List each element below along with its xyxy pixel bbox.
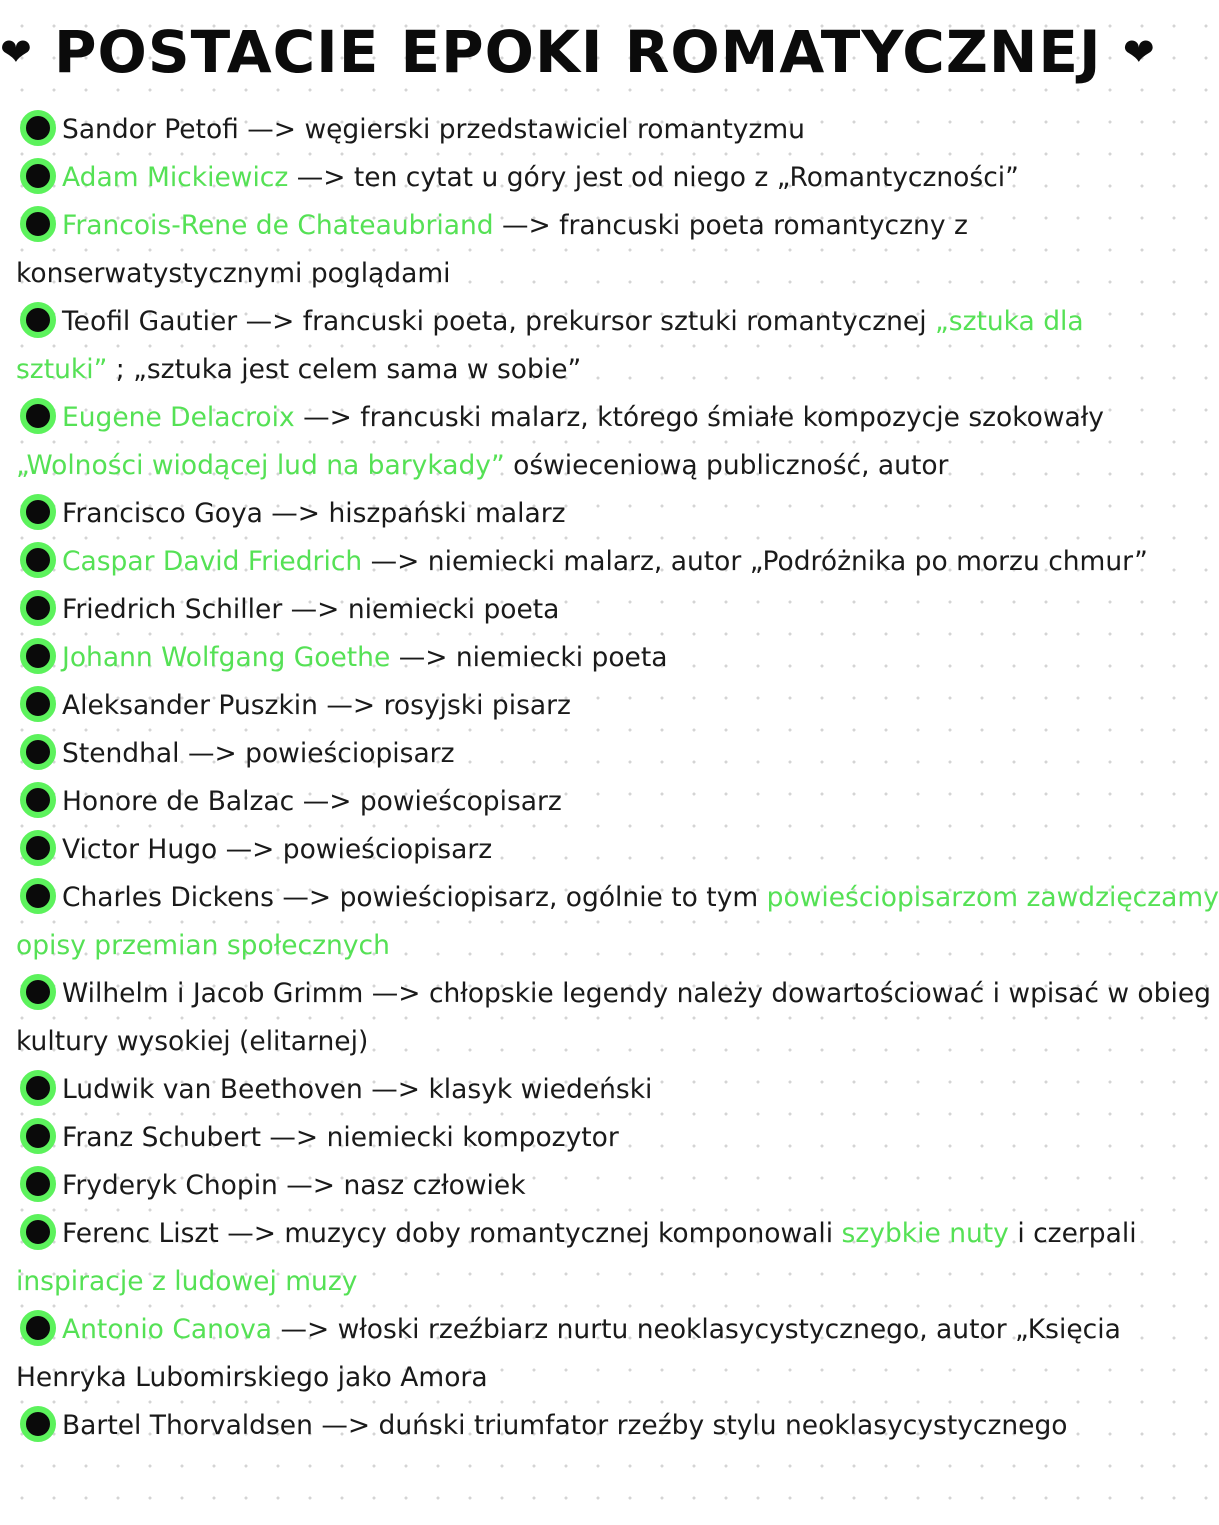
heart-icon-right: ❤ xyxy=(1122,29,1156,74)
person-name: Francisco Goya xyxy=(62,498,263,529)
arrow-icon: —> xyxy=(280,1314,330,1345)
highlighted-text: opisy przemian społecznych xyxy=(16,930,390,961)
person-name: Adam Mickiewicz xyxy=(62,162,289,193)
arrow-icon: —> xyxy=(302,786,352,817)
arrow-icon: —> xyxy=(296,162,346,193)
description-text: oświeceniową publiczność, autor xyxy=(513,450,949,481)
list-item xyxy=(16,1162,1066,1210)
person-name: Ludwik van Beethoven xyxy=(62,1074,363,1105)
bullet-icon xyxy=(20,1118,56,1154)
list-item-continuation xyxy=(16,922,1066,970)
bullet-icon xyxy=(20,110,56,146)
arrow-icon: —> xyxy=(303,402,352,433)
description-text: i czerpali xyxy=(1017,1218,1137,1249)
list-item xyxy=(16,202,1066,250)
arrow-icon: —> xyxy=(286,1170,336,1201)
bullet-icon xyxy=(20,158,56,194)
bullet-icon xyxy=(20,1406,56,1442)
description-text: ten cytat u góry jest od niego z „Romantyczności” xyxy=(353,162,1019,193)
person-name: Victor Hugo xyxy=(62,834,218,865)
highlighted-text: powieściopisarzom zawdzięczamy xyxy=(766,882,1219,913)
bullet-icon xyxy=(20,1070,56,1106)
person-name: Antonio Canova xyxy=(62,1314,272,1345)
highlighted-text: szybkie nuty xyxy=(841,1218,1009,1249)
list-item xyxy=(16,1306,1121,1354)
heart-icon-left: ❤ xyxy=(0,29,33,74)
arrow-icon: —> xyxy=(245,306,295,337)
bullet-icon xyxy=(20,1214,56,1250)
bullet-icon xyxy=(20,590,56,626)
bullet-icon xyxy=(20,206,56,242)
description-text: muzycy doby romantycznej komponowali xyxy=(284,1218,834,1249)
description-text: niemiecki poeta xyxy=(347,594,560,625)
list-item xyxy=(16,826,1066,874)
list-item xyxy=(16,1402,1066,1450)
description-text: francuski poeta romantyczny z xyxy=(559,210,968,241)
list-item xyxy=(16,634,1066,682)
description-text: niemiecki malarz, autor „Podróżnika po morzu chmur” xyxy=(427,546,1148,577)
entries-list xyxy=(16,106,1219,1450)
person-name: Stendhal xyxy=(62,738,180,769)
person-name: Sandor Petofi xyxy=(62,114,239,145)
list-item-continuation xyxy=(16,1018,1066,1066)
description-text: rosyjski pisarz xyxy=(383,690,571,721)
description-text: niemiecki kompozytor xyxy=(326,1122,619,1153)
highlighted-text: „sztuka dla xyxy=(935,306,1084,337)
list-item xyxy=(16,1066,1066,1114)
list-item xyxy=(16,874,1219,922)
highlighted-text: sztuki” xyxy=(16,354,108,385)
arrow-icon: —> xyxy=(271,498,321,529)
bullet-icon xyxy=(20,302,56,338)
description-text: hiszpański malarz xyxy=(328,498,566,529)
list-item xyxy=(16,970,1211,1018)
bullet-icon xyxy=(20,878,56,914)
list-item xyxy=(16,154,1066,202)
description-text: powieścopisarz xyxy=(359,786,562,817)
bullet-icon xyxy=(20,494,56,530)
list-item xyxy=(16,106,1066,154)
arrow-icon: —> xyxy=(502,210,551,241)
description-text: kultury wysokiej (elitarnej) xyxy=(16,1026,369,1057)
list-item xyxy=(16,730,1066,778)
list-item-continuation xyxy=(16,1258,1066,1306)
list-item xyxy=(16,490,1066,538)
page-title xyxy=(0,18,1156,86)
person-name: Bartel Thorvaldsen xyxy=(62,1410,313,1441)
description-text: francuski malarz, którego śmiałe kompozycje szokowały xyxy=(360,402,1104,433)
description-text: węgierski przedstawiciel romantyzmu xyxy=(304,114,805,145)
arrow-icon: —> xyxy=(225,834,275,865)
list-item xyxy=(16,682,1066,730)
list-item xyxy=(16,538,1148,586)
person-name: Fryderyk Chopin xyxy=(62,1170,278,1201)
person-name: Ferenc Liszt xyxy=(62,1218,219,1249)
highlighted-text: inspiracje z ludowej muzy xyxy=(16,1266,358,1297)
description-text: powieściopisarz xyxy=(282,834,493,865)
person-name: Charles Dickens xyxy=(62,882,274,913)
list-item xyxy=(16,394,1104,442)
list-item-continuation xyxy=(16,346,1066,394)
person-name: Francois-Rene de Chateaubriand xyxy=(62,210,494,241)
bullet-icon xyxy=(20,542,56,578)
arrow-icon: —> xyxy=(269,1122,319,1153)
description-text: konserwatystycznymi poglądami xyxy=(16,258,451,289)
arrow-icon: —> xyxy=(247,114,296,145)
list-item xyxy=(16,1210,1137,1258)
arrow-icon: —> xyxy=(227,1218,276,1249)
bullet-icon xyxy=(20,974,56,1010)
arrow-icon: —> xyxy=(321,1410,371,1441)
description-text: chłopskie legendy należy dowartościować i wpisać w obieg xyxy=(428,978,1211,1009)
bullet-icon xyxy=(20,1310,56,1346)
arrow-icon: —> xyxy=(326,690,376,721)
bullet-icon xyxy=(20,1166,56,1202)
arrow-icon: —> xyxy=(290,594,340,625)
bullet-icon xyxy=(20,398,56,434)
description-text: powieściopisarz, ogólnie to tym xyxy=(339,882,759,913)
arrow-icon: —> xyxy=(371,978,421,1009)
list-item xyxy=(16,1114,1066,1162)
arrow-icon: —> xyxy=(370,546,420,577)
list-item-continuation xyxy=(16,250,1066,298)
bullet-icon xyxy=(20,734,56,770)
description-text: francuski poeta, prekursor sztuki romantycznej xyxy=(302,306,927,337)
list-item-continuation xyxy=(16,442,1066,490)
description-text: włoski rzeźbiarz nurtu neoklasycystycznego, autor „Księcia xyxy=(337,1314,1121,1345)
list-item xyxy=(16,586,1066,634)
arrow-icon: —> xyxy=(282,882,332,913)
title-text: POSTACIE EPOKI ROMATYCZNEJ xyxy=(54,18,1102,86)
person-name: Eugene Delacroix xyxy=(62,402,295,433)
person-name: Caspar David Friedrich xyxy=(62,546,363,577)
description-text: duński triumfator rzeźby stylu neoklasycystycznego xyxy=(378,1410,1068,1441)
person-name: Aleksander Puszkin xyxy=(62,690,318,721)
bullet-icon xyxy=(20,638,56,674)
person-name: Wilhelm i Jacob Grimm xyxy=(62,978,364,1009)
arrow-icon: —> xyxy=(187,738,237,769)
arrow-icon: —> xyxy=(398,642,448,673)
description-text: ; „sztuka jest celem sama w sobie” xyxy=(115,354,582,385)
person-name: Teofil Gautier xyxy=(62,306,238,337)
person-name: Johann Wolfgang Goethe xyxy=(62,642,391,673)
person-name: Honore de Balzac xyxy=(62,786,295,817)
person-name: Franz Schubert xyxy=(62,1122,261,1153)
list-item xyxy=(16,778,1066,826)
list-item xyxy=(16,298,1084,346)
description-text: Henryka Lubomirskiego jako Amora xyxy=(16,1362,488,1393)
arrow-icon: —> xyxy=(371,1074,420,1105)
description-text: klasyk wiedeński xyxy=(428,1074,653,1105)
list-item-continuation xyxy=(16,1354,1066,1402)
description-text: nasz człowiek xyxy=(343,1170,526,1201)
bullet-icon xyxy=(20,782,56,818)
description-text: niemiecki poeta xyxy=(455,642,668,673)
highlighted-text: „Wolności wiodącej lud na barykady” xyxy=(16,450,505,481)
bullet-icon xyxy=(20,686,56,722)
bullet-icon xyxy=(20,830,56,866)
description-text: powieściopisarz xyxy=(245,738,455,769)
person-name: Friedrich Schiller xyxy=(62,594,283,625)
